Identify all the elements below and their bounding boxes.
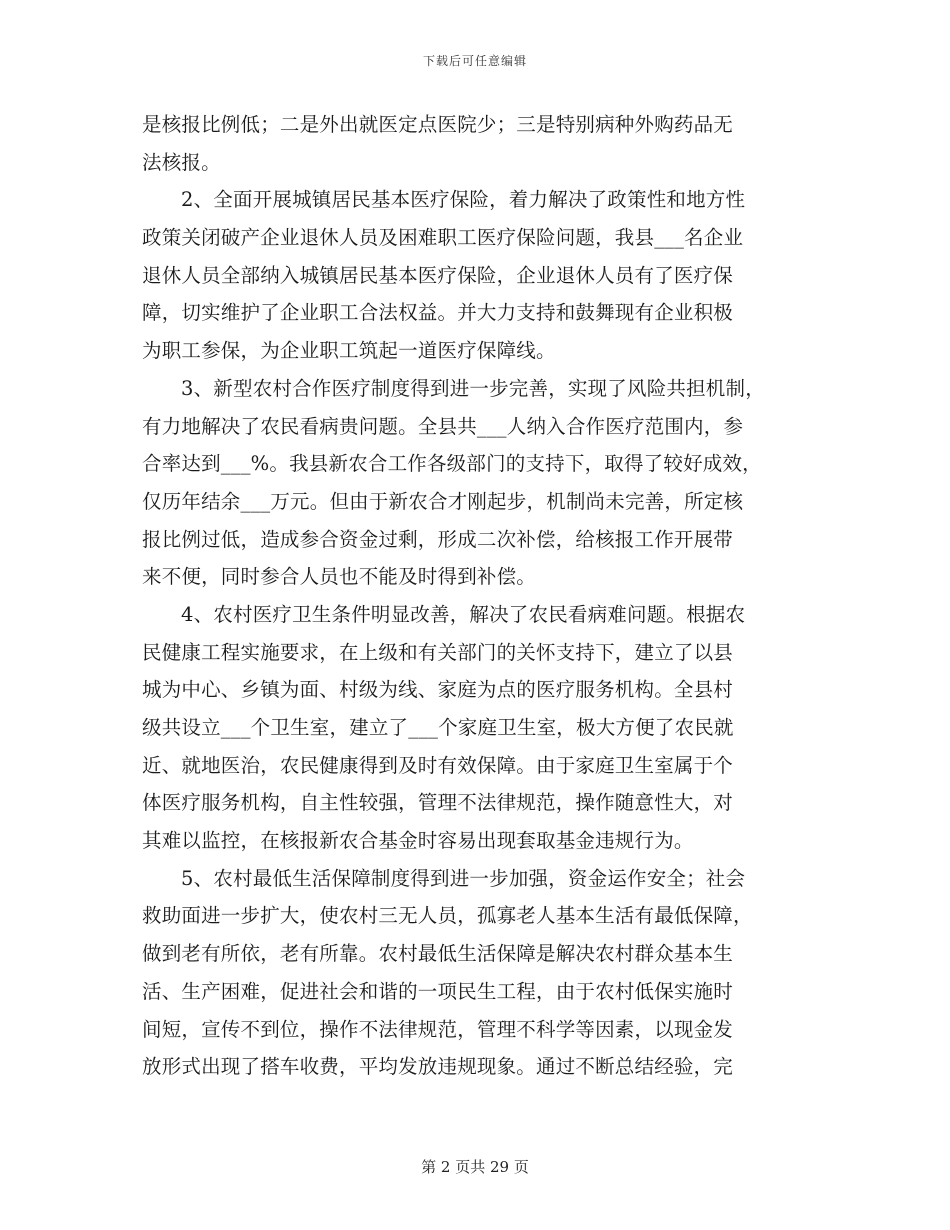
text-line: 政策关闭破产企业退休人员及困难职工医疗保险问题，我县___名企业 [142,226,744,250]
text-line: 活、生产困难，促进社会和谐的一项民生工程，由于农村低保实施时 [142,979,734,1003]
text-line: 体医疗服务机构，自主性较强，管理不法律规范，操作随意性大，对 [142,791,734,815]
paragraph-4-start: 4、农村医疗卫生条件明显改善，解决了农民看病难问题。根据农 [181,602,746,626]
text-line: 救助面进一步扩大，使农村三无人员，孤寡老人基本生活有最低保障， [142,904,753,928]
text-line: 近、就地医治，农民健康得到及时有效保障。由于家庭卫生室属于个 [142,753,734,777]
text-line: 民健康工程实施要求，在上级和有关部门的关怀支持下，建立了以县 [142,640,734,664]
text-line: 做到老有所依，老有所靠。农村最低生活保障是解决农村群众基本生 [142,942,734,966]
text-line: 级共设立___个卫生室，建立了___个家庭卫生室，极大方便了农民就 [142,716,734,739]
text-line: 有力地解决了农民看病贵问题。全县共___人纳入合作医疗范围内，参 [142,414,744,438]
paragraph-3-start: 3、新型农村合作医疗制度得到进一步完善，实现了风险共担机制， [181,376,765,400]
text-line: 仅历年结余___万元。但由于新农合才刚起步，机制尚未完善，所定核 [142,489,744,513]
text-line: 合率达到___%。我县新农合工作各级部门的支持下，取得了较好成效， [142,452,762,476]
text-line: 其难以监控，在核报新农合基金时容易出现套取基金违规行为。 [142,829,694,853]
text-line: 为职工参保，为企业职工筑起一道医疗保障线。 [142,339,556,363]
text-line: 放形式出现了搭车收费，平均发放违规现象。通过不断总结经验，完 [142,1055,734,1079]
text-line: 间短，宣传不到位，操作不法律规范，管理不科学等因素，以现金发 [142,1017,734,1041]
document-body [142,106,808,1086]
text-line: 法核报。 [142,150,221,174]
text-line: 是核报比例低；二是外出就医定点医院少；三是特别病种外购药品无 [142,113,734,136]
paragraph-5-start: 5、农村最低生活保障制度得到进一步加强，资金运作安全；社会 [181,866,746,890]
text-line: 退休人员全部纳入城镇居民基本医疗保险，企业退休人员有了医疗保 [142,263,734,287]
text-line: 报比例过低，造成参合资金过剩，形成二次补偿，给核报工作开展带 [142,527,734,551]
text-line: 障，切实维护了企业职工合法权益。并大力支持和鼓舞现有企业积极 [142,301,734,325]
page-footer: 第 2 页共 29 页 [421,1158,529,1176]
text-line: 城为中心、乡镇为面、村级为线、家庭为点的医疗服务机构。全县村 [142,678,734,702]
paragraph-2-start: 2、全面开展城镇居民基本医疗保险，着力解决了政策性和地方性 [181,188,746,212]
page-header: 下载后可任意编辑 [422,54,527,68]
text-line: 来不便，同时参合人员也不能及时得到补偿。 [142,565,537,589]
